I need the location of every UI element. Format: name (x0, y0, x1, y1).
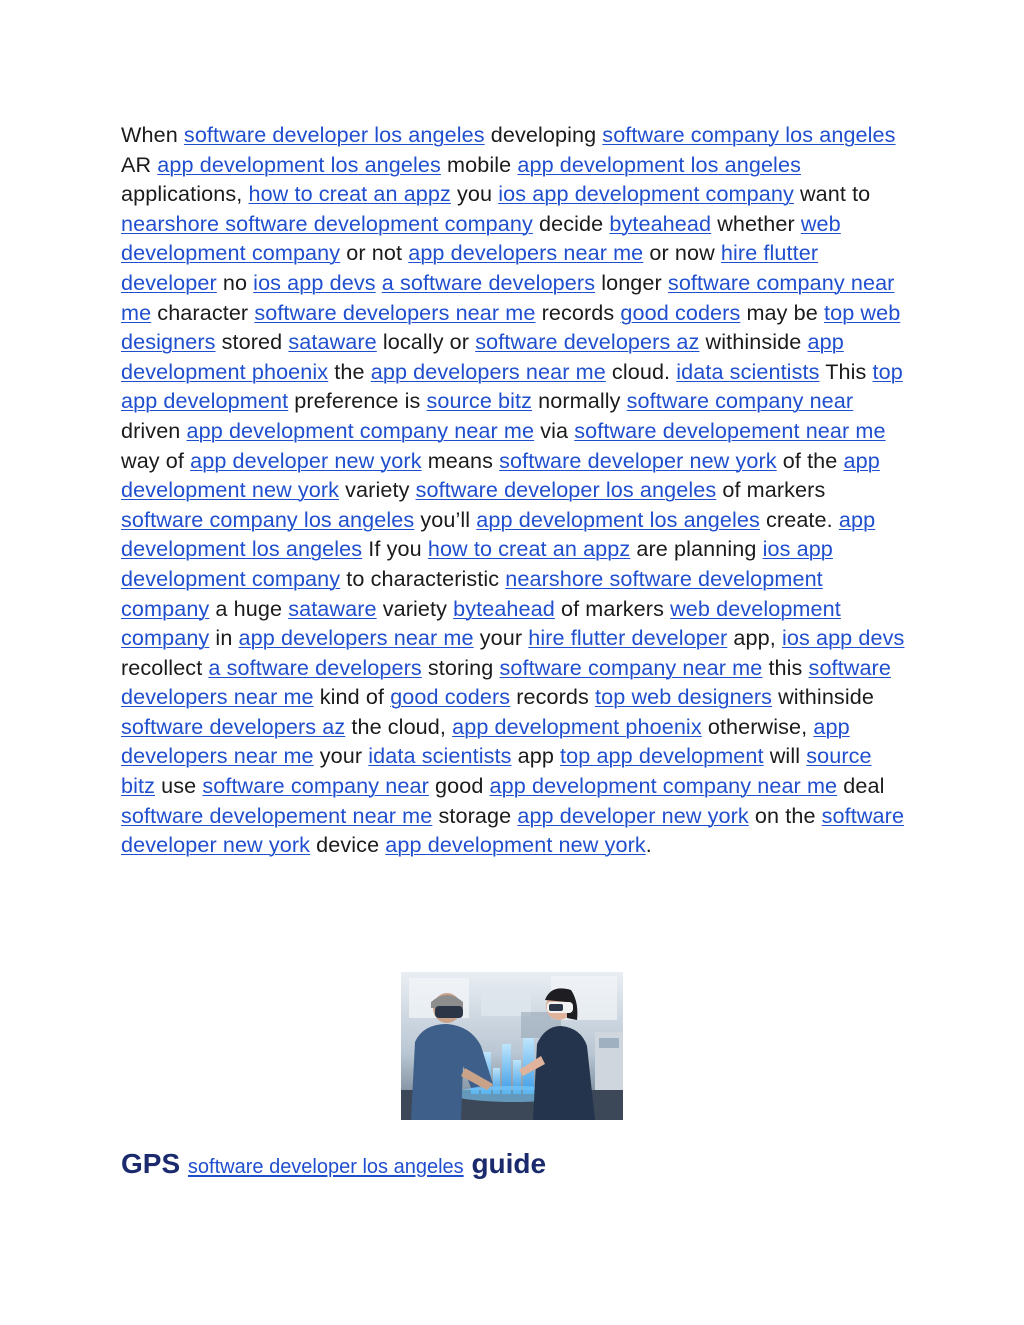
body-text-run: otherwise, (701, 713, 814, 739)
inline-link[interactable]: software company los angeles (602, 122, 896, 147)
inline-link[interactable]: app development phoenix (121, 329, 844, 384)
inline-link[interactable]: software developers az (475, 329, 700, 355)
inline-link[interactable]: sataware (288, 595, 377, 621)
inline-link[interactable]: software company near me (499, 654, 763, 680)
inline-link[interactable]: top app development (121, 358, 903, 414)
inline-link[interactable]: app development los angeles (121, 506, 876, 562)
body-text-run: the cloud, (345, 713, 453, 739)
body-text-run: app (511, 743, 561, 769)
body-text-run: on the (748, 802, 822, 828)
body-text-run: to characteristic (340, 565, 506, 591)
body-text-run: a huge (209, 595, 289, 621)
body-text-run: via (534, 417, 575, 443)
body-text-run: normally (532, 388, 627, 414)
body-text-run: records (535, 299, 621, 325)
inline-link[interactable]: byteahead (453, 595, 555, 621)
body-text-run: want to (793, 181, 871, 207)
heading-link[interactable]: software developer los angeles (187, 1156, 464, 1178)
body-text-run: driven (121, 417, 187, 443)
body-text-run: are planning (630, 536, 763, 562)
body-text-run: you (450, 181, 499, 207)
inline-link[interactable]: source bitz (426, 388, 533, 414)
body-text-run: longer (595, 269, 668, 295)
inline-link[interactable]: hire flutter developer (121, 240, 819, 295)
inline-link[interactable]: software developer new york (499, 447, 777, 473)
inline-link[interactable]: software developers az (121, 713, 346, 739)
inline-link[interactable]: good coders (620, 299, 741, 325)
inline-link[interactable]: ios app devs (253, 269, 376, 295)
heading-prefix: GPS (121, 1148, 181, 1179)
inline-link[interactable]: top app development (560, 743, 764, 769)
body-text-run: kind of (313, 684, 391, 710)
body-text-run: locally or (376, 329, 476, 355)
body-text-run: mobile (440, 151, 518, 177)
body-text-run: If you (362, 536, 428, 562)
body-text-run: or now (643, 240, 721, 266)
inline-link[interactable]: app development new york (385, 832, 646, 858)
inline-link[interactable]: app development los angeles (517, 151, 801, 177)
inline-link[interactable]: app development company near me (186, 417, 535, 443)
inline-link[interactable]: how to creat an appz (427, 536, 631, 562)
inline-link[interactable]: software developer los angeles (183, 122, 485, 147)
body-text-run: or not (340, 240, 409, 266)
body-text-run: preference is (288, 388, 427, 414)
inline-link[interactable]: top web designers (595, 684, 773, 710)
inline-link[interactable]: sataware (288, 329, 377, 355)
inline-link[interactable]: app developers near me (370, 358, 606, 384)
body-text-run: of markers (554, 595, 671, 621)
inline-link[interactable]: software company near (626, 388, 854, 414)
inline-link[interactable]: nearshore software development company (121, 210, 533, 236)
body-text-run: good (428, 773, 490, 799)
inline-link[interactable]: idata scientists (368, 743, 512, 769)
inline-link[interactable]: app development los angeles (157, 151, 441, 177)
inline-link[interactable]: app developers near me (408, 240, 644, 266)
inline-link[interactable]: software developement near me (121, 802, 433, 828)
body-text-run: variety (339, 477, 416, 503)
body-text-run: storing (421, 654, 500, 680)
body-text-run: of markers (716, 477, 826, 503)
body-text-run: of the (776, 447, 844, 473)
vr-developers-photo (401, 972, 623, 1120)
body-text-run: stored (215, 329, 289, 355)
body-text-run: This (819, 358, 873, 384)
body-text-run: you’ll (414, 506, 477, 532)
body-text-run: When (121, 122, 184, 147)
body-text-run: deal (837, 773, 885, 799)
section-heading (121, 1144, 546, 1187)
inline-link[interactable]: hire flutter developer (528, 625, 728, 651)
body-text-run: use (155, 773, 203, 799)
inline-link[interactable]: app development phoenix (452, 713, 702, 739)
body-text-run: app, (727, 625, 782, 651)
inline-link[interactable]: software company near (202, 773, 429, 799)
inline-link[interactable]: top web designers (121, 299, 901, 355)
body-text-run: withinside (772, 684, 874, 710)
inline-link[interactable]: app developer new york (190, 447, 422, 473)
inline-link[interactable]: app developers near me (121, 713, 850, 769)
body-text-run: character (151, 299, 255, 325)
inline-link[interactable]: software developer new york (121, 802, 905, 858)
body-text-run: recollect (121, 654, 209, 680)
inline-link[interactable]: app development company near me (489, 773, 838, 799)
inline-link[interactable]: a software developers (381, 269, 596, 295)
inline-link[interactable]: software developers near me (121, 654, 891, 710)
inline-link[interactable]: ios app development company (121, 536, 833, 591)
inline-link[interactable]: software company near me (121, 269, 895, 325)
inline-link[interactable]: byteahead (609, 210, 712, 236)
heading-suffix: guide (471, 1148, 547, 1179)
body-text-run: . (645, 832, 652, 858)
body-text-run: storage (432, 802, 518, 828)
body-text-run: decide (532, 210, 610, 236)
inline-link[interactable]: web development company (121, 595, 841, 651)
body-text-run: may be (740, 299, 824, 325)
inline-link[interactable]: app development los angeles (476, 506, 760, 532)
vr-developers-illustration-icon (401, 972, 623, 1120)
inline-link[interactable]: idata scientists (676, 358, 820, 384)
body-text-run: AR (121, 151, 158, 177)
inline-link[interactable]: web development company (121, 210, 841, 266)
body-text-run: create. (759, 506, 839, 532)
body-text-run: whether (711, 210, 801, 236)
inline-link[interactable]: ios app devs (781, 625, 905, 651)
inline-link[interactable]: app developer new york (517, 802, 749, 828)
inline-link[interactable]: nearshore software development company (121, 565, 823, 621)
body-text-run: your (473, 625, 529, 651)
inline-link[interactable]: source bitz (121, 743, 872, 799)
body-text-run: developing (484, 122, 603, 147)
inline-link[interactable]: software developement near me (574, 417, 886, 443)
body-text-run: means (421, 447, 500, 473)
inline-link[interactable]: a software developers (208, 654, 422, 680)
inline-link[interactable]: how to creat an appz (248, 181, 451, 207)
inline-link[interactable]: app development new york (121, 447, 880, 503)
body-text-run: withinside (699, 329, 808, 355)
inline-link[interactable]: good coders (390, 684, 511, 710)
body-text-run: device (310, 832, 386, 858)
inline-link[interactable]: software developer los angeles (415, 477, 717, 503)
body-text-run: cloud. (605, 358, 677, 384)
body-text-run: applications, (121, 181, 249, 207)
body-text-run: records (510, 684, 596, 710)
inline-link[interactable]: software developers near me (254, 299, 536, 325)
body-text-run: will (763, 743, 807, 769)
body-text-run: the (328, 358, 371, 384)
body-text-run: no (216, 269, 254, 295)
body-text-run: variety (376, 595, 454, 621)
body-text-run: this (762, 654, 809, 680)
body-text-run: in (209, 625, 239, 651)
inline-link[interactable]: software company los angeles (121, 506, 415, 532)
body-text-run: way of (121, 447, 191, 473)
body-text-run: your (313, 743, 369, 769)
article-paragraph (121, 120, 907, 860)
inline-link[interactable]: app developers near me (238, 625, 474, 651)
inline-link[interactable]: ios app development company (498, 181, 794, 207)
